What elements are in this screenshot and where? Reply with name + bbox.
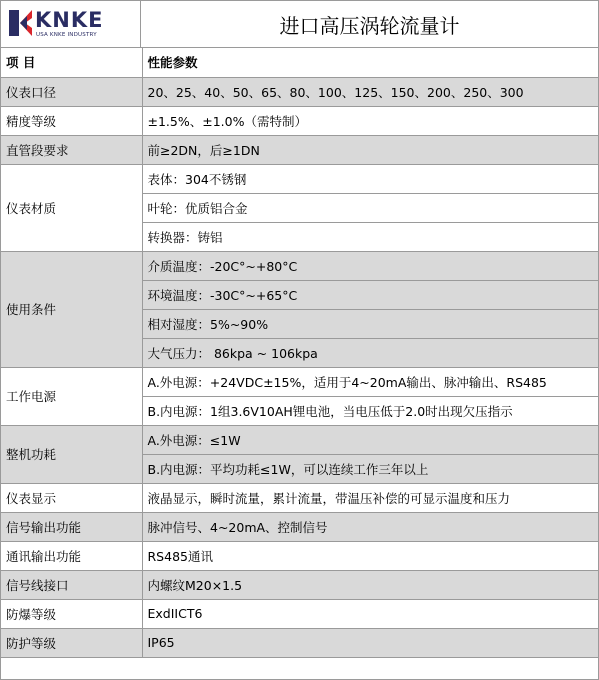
table-row [1, 628, 598, 657]
row-value: 相对湿度：5%~90% [142, 309, 598, 338]
row-value: B.内电源：平均功耗≤1W，可以连续工作三年以上 [142, 454, 598, 483]
header-label: 项 目 [1, 48, 142, 77]
header [1, 1, 598, 48]
logo [1, 1, 141, 47]
logo-text: KNKE [35, 8, 104, 32]
row-value: ExdIICT6 [142, 599, 598, 628]
row-value: 介质温度：-20C°~+80°C [142, 251, 598, 280]
row-label: 信号线接口 [1, 570, 142, 599]
table-header-row [1, 48, 598, 77]
row-label: 直管段要求 [1, 135, 142, 164]
row-value: IP65 [142, 628, 598, 657]
row-label: 精度等级 [1, 106, 142, 135]
row-value: 20、25、40、50、65、80、100、125、150、200、250、300 [142, 77, 598, 106]
header-value: 性能参数 [142, 48, 598, 77]
row-label: 仪表材质 [1, 164, 142, 251]
row-value: B.内电源：1组3.6V10AH锂电池，当电压低于2.0时出现欠压指示 [142, 396, 598, 425]
row-value: 大气压力： 86kpa ~ 106kpa [142, 338, 598, 367]
row-value: 内螺纹M20×1.5 [142, 570, 598, 599]
row-value: 表体：304不锈钢 [142, 164, 598, 193]
row-label: 仪表显示 [1, 483, 142, 512]
table-row [1, 599, 598, 628]
row-label: 工作电源 [1, 367, 142, 425]
row-value: A.外电源：≤1W [142, 425, 598, 454]
table-row [1, 570, 598, 599]
table-row [1, 164, 598, 193]
spec-table [1, 48, 598, 658]
row-value: RS485通讯 [142, 541, 598, 570]
table-row [1, 541, 598, 570]
row-label: 使用条件 [1, 251, 142, 367]
row-label: 防护等级 [1, 628, 142, 657]
logo-subtitle: USA KNKE INDUSTRY [36, 32, 97, 38]
table-row [1, 483, 598, 512]
row-label: 防爆等级 [1, 599, 142, 628]
knke-logo-icon [9, 10, 33, 36]
table-row [1, 367, 598, 396]
row-label: 信号输出功能 [1, 512, 142, 541]
row-label: 整机功耗 [1, 425, 142, 483]
table-row [1, 251, 598, 280]
row-label: 仪表口径 [1, 77, 142, 106]
row-value: 转换器：铸铝 [142, 222, 598, 251]
table-row [1, 512, 598, 541]
page-title: 进口高压涡轮流量计 [279, 13, 460, 38]
table-row [1, 106, 598, 135]
row-value: 液晶显示，瞬时流量，累计流量，带温压补偿的可显示温度和压力 [142, 483, 598, 512]
table-row [1, 135, 598, 164]
row-value: 叶轮：优质铝合金 [142, 193, 598, 222]
row-value: 前≥2DN，后≥1DN [142, 135, 598, 164]
row-value: 环境温度：-30C°~+65°C [142, 280, 598, 309]
row-value: A.外电源：+24VDC±15%，适用于4~20mA输出、脉冲输出、RS485 [142, 367, 598, 396]
table-row [1, 77, 598, 106]
row-label: 通讯输出功能 [1, 541, 142, 570]
row-value: 脉冲信号、4~20mA、控制信号 [142, 512, 598, 541]
row-value: ±1.5%、±1.0%（需特制） [142, 106, 598, 135]
table-row [1, 425, 598, 454]
